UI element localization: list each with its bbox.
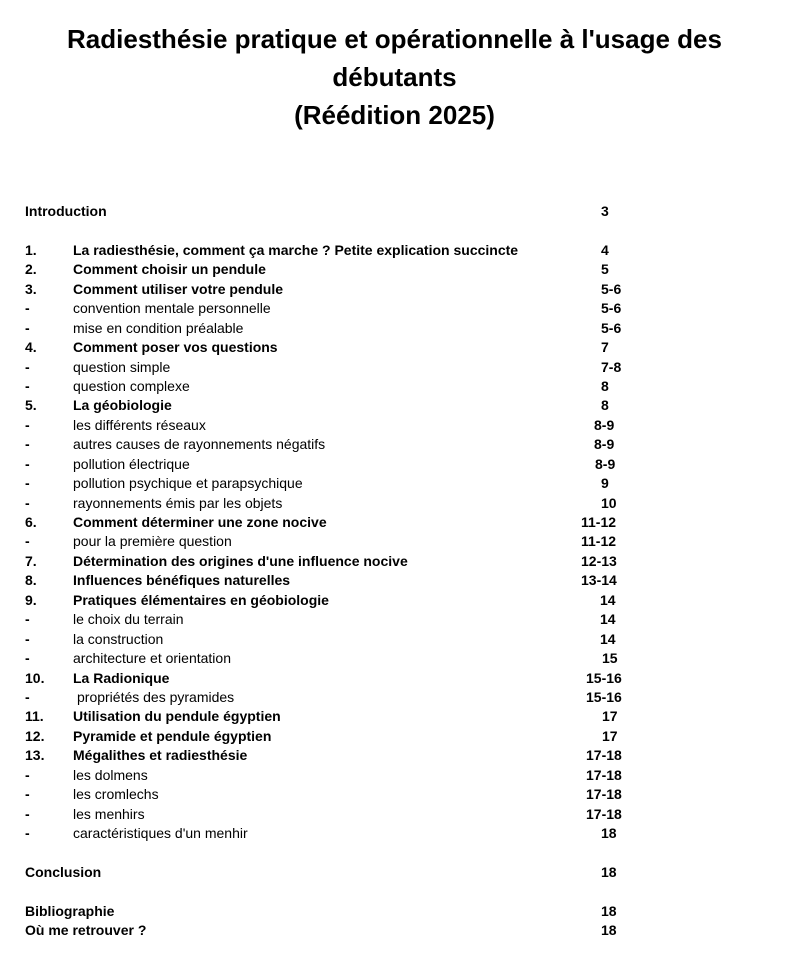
toc-page: 8 — [601, 377, 609, 394]
toc-label: Introduction — [25, 203, 107, 219]
toc-subentry — [25, 824, 725, 843]
toc-label: Pratiques élémentaires en géobiologie — [73, 591, 329, 608]
toc-subentry — [25, 455, 725, 474]
toc-page: 17 — [602, 727, 618, 744]
toc-label: rayonnements émis par les objets — [73, 494, 283, 511]
toc-dash: - — [25, 766, 30, 783]
toc-label: Influences bénéfiques naturelles — [73, 572, 291, 589]
toc-dash: - — [25, 825, 30, 841]
toc-number: 10. — [25, 669, 45, 686]
toc-page: 7 — [601, 339, 609, 356]
toc-label: les menhirs — [73, 805, 145, 822]
toc-subentry — [25, 474, 725, 493]
toc-page: 5-6 — [601, 319, 622, 336]
toc-label: La géobiologie — [73, 397, 172, 414]
title-line: Radiesthésie pratique et opérationnelle à l'usage des — [67, 24, 722, 54]
toc-subentry — [25, 805, 725, 824]
toc-page: 13-14 — [581, 572, 617, 589]
toc-entry — [25, 260, 725, 279]
toc-page: 17-18 — [586, 766, 622, 783]
toc-entry — [25, 727, 725, 746]
toc-entry — [25, 669, 725, 688]
toc-label: Comment poser vos questions — [73, 339, 278, 356]
toc-number: 8. — [25, 572, 37, 589]
toc-entry — [25, 513, 725, 532]
toc-number: 12. — [25, 727, 45, 744]
toc-subentry — [25, 319, 725, 338]
toc-number: 13. — [25, 747, 45, 764]
document-title — [0, 20, 789, 134]
toc-page: 5-6 — [601, 300, 622, 317]
toc-subentry — [25, 299, 725, 318]
toc-dash: - — [25, 688, 30, 705]
toc-page: 4 — [601, 241, 609, 258]
toc-dash: - — [25, 300, 30, 317]
toc-page: 8-9 — [594, 436, 615, 453]
toc-label: Pyramide et pendule égyptien — [73, 727, 272, 744]
toc-number: 1. — [25, 241, 37, 258]
toc-entry — [25, 241, 725, 260]
toc-dash: - — [25, 377, 30, 394]
spacer — [25, 843, 725, 862]
toc-label: Conclusion — [25, 863, 102, 880]
table-of-contents — [25, 202, 725, 941]
toc-number: 4. — [25, 339, 37, 356]
toc-page: 11-12 — [581, 533, 617, 550]
spacer — [25, 221, 725, 240]
toc-label: pollution psychique et parapsychique — [73, 475, 303, 492]
toc-subentry — [25, 358, 725, 377]
toc-dash: - — [25, 630, 30, 647]
toc-entry — [25, 707, 725, 726]
toc-page: 17-18 — [586, 805, 622, 822]
toc-entry — [25, 338, 725, 357]
toc-label: propriétés des pyramides — [77, 688, 235, 705]
toc-dash: - — [25, 436, 30, 453]
toc-page: 17 — [602, 708, 618, 725]
toc-ou-me-retrouver — [25, 921, 725, 940]
toc-label: autres causes de rayonnements négatifs — [73, 436, 326, 453]
toc-label: les différents réseaux — [73, 416, 206, 433]
toc-page: 9 — [601, 475, 609, 492]
toc-page: 17-18 — [586, 786, 622, 803]
toc-label: Comment déterminer une zone nocive — [73, 514, 327, 530]
toc-label: La radiesthésie, comment ça marche ? Petite explication succincte — [73, 241, 519, 258]
title-line: débutants — [332, 62, 457, 92]
toc-page: 5 — [601, 261, 609, 278]
toc-number: 5. — [25, 397, 37, 414]
toc-entry — [25, 591, 725, 610]
toc-subentry — [25, 649, 725, 668]
toc-dash: - — [25, 805, 30, 822]
toc-page: 14 — [600, 611, 616, 628]
toc-dash: - — [25, 416, 30, 433]
toc-page: 8-9 — [595, 455, 616, 472]
toc-label: La Radionique — [73, 669, 170, 686]
toc-dash: - — [25, 533, 30, 550]
toc-page: 18 — [601, 863, 617, 880]
toc-label: question complexe — [73, 377, 190, 394]
toc-label: Bibliographie — [25, 902, 115, 919]
toc-subentry — [25, 494, 725, 513]
toc-number: 11. — [25, 708, 44, 725]
toc-entry — [25, 396, 725, 415]
toc-label: Comment utiliser votre pendule — [73, 280, 284, 297]
toc-page: 10 — [601, 494, 617, 511]
toc-label: les cromlechs — [73, 786, 159, 803]
toc-label: Utilisation du pendule égyptien — [73, 708, 281, 725]
toc-number: 7. — [25, 552, 37, 569]
toc-page: 18 — [601, 902, 617, 919]
toc-conclusion — [25, 863, 725, 882]
toc-subentry — [25, 416, 725, 435]
toc-subentry — [25, 377, 725, 396]
toc-dash: - — [25, 786, 30, 803]
toc-label: architecture et orientation — [73, 650, 231, 667]
toc-page: 15-16 — [586, 669, 622, 686]
toc-dash: - — [25, 475, 30, 492]
toc-dash: - — [25, 494, 30, 511]
toc-dash: - — [25, 611, 30, 628]
toc-entry — [25, 746, 725, 765]
toc-number: 3. — [25, 280, 37, 297]
toc-subentry — [25, 630, 725, 649]
toc-page: 12-13 — [581, 552, 617, 569]
toc-label: pollution électrique — [73, 455, 190, 472]
toc-page: 8 — [601, 397, 609, 414]
toc-page: 7-8 — [601, 358, 622, 375]
toc-page: 15-16 — [586, 688, 622, 705]
toc-label: mise en condition préalable — [73, 319, 244, 336]
toc-label: caractéristiques d'un menhir — [73, 825, 248, 841]
toc-introduction — [25, 202, 725, 221]
toc-subentry — [25, 766, 725, 785]
toc-page: 18 — [601, 825, 617, 841]
toc-bibliographie — [25, 902, 725, 921]
toc-number: 9. — [25, 591, 37, 608]
toc-label: question simple — [73, 358, 171, 375]
toc-page: 14 — [600, 591, 616, 608]
toc-page: 17-18 — [586, 747, 622, 764]
toc-page: 15 — [602, 650, 618, 667]
toc-page: 18 — [601, 922, 617, 939]
toc-subentry — [25, 785, 725, 804]
toc-page: 11-12 — [581, 514, 617, 530]
toc-label: Comment choisir un pendule — [73, 261, 266, 278]
toc-page: 3 — [601, 203, 609, 219]
toc-number: 6. — [25, 514, 37, 530]
toc-label: la construction — [73, 630, 164, 647]
toc-entry — [25, 571, 725, 590]
toc-dash: - — [25, 650, 30, 667]
toc-page: 8-9 — [594, 416, 615, 433]
title-line: (Réédition 2025) — [294, 100, 495, 130]
spacer — [25, 882, 725, 901]
toc-page: 5-6 — [601, 280, 622, 297]
toc-label: Mégalithes et radiesthésie — [73, 747, 248, 764]
toc-label: le choix du terrain — [73, 611, 184, 628]
toc-subentry — [25, 435, 725, 454]
toc-label: les dolmens — [73, 766, 148, 783]
toc-entry — [25, 280, 725, 299]
toc-label: Où me retrouver ? — [25, 922, 147, 939]
toc-dash: - — [25, 455, 30, 472]
toc-subentry — [25, 610, 725, 629]
toc-subentry — [25, 532, 725, 551]
toc-page: 14 — [600, 630, 616, 647]
toc-entry — [25, 552, 725, 571]
toc-dash: - — [25, 319, 30, 336]
toc-number: 2. — [25, 261, 37, 278]
toc-label: convention mentale personnelle — [73, 300, 271, 317]
toc-dash: - — [25, 358, 30, 375]
toc-label: Détermination des origines d'une influence nocive — [73, 552, 408, 569]
toc-label: pour la première question — [73, 533, 232, 550]
toc-subentry — [25, 688, 725, 707]
